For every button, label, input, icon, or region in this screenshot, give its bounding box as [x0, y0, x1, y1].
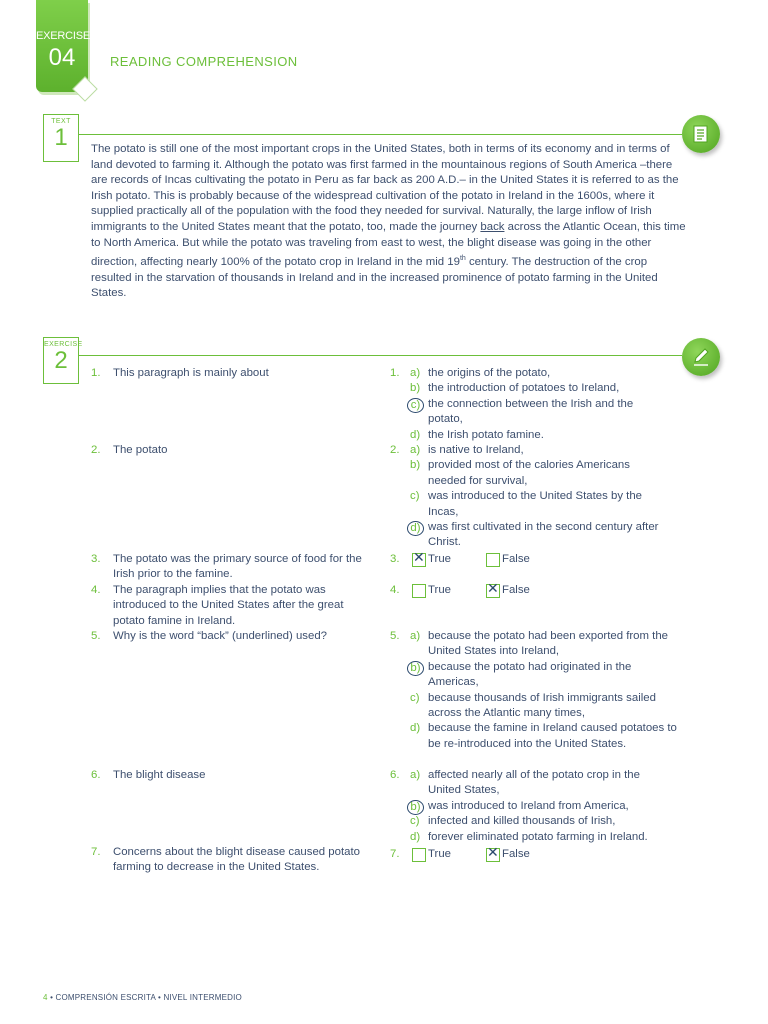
option-letter: c)	[410, 815, 420, 828]
true-label: True	[428, 848, 451, 860]
passage-text-end: century. The destruction of the crop resulted in the starvation of thousands in Ireland and in the increased prominence of potato farming in the United States.	[91, 255, 658, 300]
option-letter: b)	[410, 382, 421, 395]
answer-number: 1.	[390, 367, 400, 379]
option-text: the introduction of potatoes to Ireland,	[428, 382, 620, 395]
question-number: 2.	[91, 444, 101, 456]
option-text: infected and killed thousands of Irish,	[428, 815, 616, 828]
page-number: 4	[43, 993, 48, 1002]
false-option[interactable]	[486, 552, 546, 568]
option-letter: a)	[410, 630, 421, 642]
option-text: forever eliminated potato farming in Ireland.	[428, 830, 648, 843]
option-letter-circled: b)	[407, 661, 424, 676]
text-section-box	[43, 114, 79, 162]
question-text: The potato was the primary source of food for the Irish prior to the famine.	[113, 553, 362, 581]
answer-number: 5.	[390, 630, 400, 642]
true-option[interactable]	[412, 847, 472, 863]
section-divider	[78, 355, 682, 356]
option-text: was first cultivated in the second century after Christ.	[428, 521, 659, 549]
question-text: Why is the word “back” (underlined) used?	[113, 630, 327, 642]
passage-text-start: The potato is still one of the most important crops in the United States, both in terms of its economy and in terms of land devoted to farming it. Although the potato was first farmed in the mountainous regions of South America –there are records of Incas cultivating the potato in Peru as far back as 200 A.D.– in the United States it is referred to as the Irish potato. This is probably because of the widespread cultivation of the potato in Ireland in the 1600s, where it supplied practically all of the population with the food they needed for survival. Naturally, the large inflow of Irish immigrants to the United States meant that the potato, too, made the journey	[91, 143, 679, 233]
answer-number: 7.	[390, 848, 400, 860]
false-checkbox-checked[interactable]	[486, 848, 500, 862]
false-label: False	[502, 584, 530, 596]
option-text: because the potato had been exported from the United States into Ireland,	[428, 630, 669, 658]
question-number: 4.	[91, 584, 101, 596]
false-option[interactable]	[486, 847, 546, 863]
answer-4	[390, 583, 690, 601]
option-text: is native to Ireland,	[428, 444, 524, 456]
option-letter: b)	[410, 459, 421, 472]
question-text: The blight disease	[113, 769, 206, 781]
true-label: True	[428, 553, 451, 565]
option-letter: c)	[410, 691, 420, 704]
page-footer	[43, 993, 242, 1002]
true-option[interactable]	[412, 583, 472, 599]
text-section-label: TEXT	[51, 118, 71, 125]
answer-number: 6.	[390, 769, 400, 781]
false-label: False	[502, 553, 530, 565]
option-letter: a)	[410, 769, 421, 781]
option-letter: d)	[410, 722, 421, 735]
false-checkbox[interactable]	[486, 553, 500, 567]
answer-6	[390, 768, 690, 844]
exercise-tab	[36, 0, 91, 92]
option-letter-circled: d)	[407, 521, 424, 536]
option-letter-circled: b)	[407, 800, 424, 815]
option-text: provided most of the calories Americans needed for survival,	[428, 459, 630, 487]
question-text: The potato	[113, 444, 168, 456]
text-section-number: 1	[54, 124, 68, 151]
answer-number: 3.	[390, 553, 400, 565]
question-number: 1.	[91, 367, 101, 379]
option-text: the origins of the potato,	[428, 367, 551, 379]
exercise-tab-label: EXERCISE	[36, 30, 91, 42]
answer-1	[390, 366, 690, 442]
option-letter-circled: c)	[407, 398, 424, 413]
exercise-section-box	[43, 337, 83, 384]
answer-number: 2.	[390, 444, 400, 456]
answer-5	[390, 629, 690, 769]
option-text: the connection between the Irish and the potato,	[428, 397, 634, 426]
question-number: 7.	[91, 846, 101, 858]
exercise-section-number: 2	[54, 347, 68, 374]
false-checkbox-checked[interactable]	[486, 584, 500, 598]
answer-number: 4.	[390, 584, 400, 596]
true-label: True	[428, 584, 451, 596]
exercise-section-label: EXERCISE	[44, 341, 83, 348]
true-checkbox-checked[interactable]	[412, 553, 426, 567]
underlined-word-back: back	[480, 220, 505, 233]
option-text: because the famine in Ireland caused potatoes to be re-introduced into the United States.	[428, 722, 677, 750]
true-option[interactable]	[412, 552, 472, 568]
option-letter: a)	[410, 367, 421, 379]
reading-passage	[91, 142, 686, 302]
false-label: False	[502, 848, 530, 860]
question-number: 5.	[91, 630, 101, 642]
section-divider	[78, 134, 682, 135]
document-icon	[682, 115, 720, 153]
true-checkbox[interactable]	[412, 584, 426, 598]
option-text: the Irish potato famine.	[428, 428, 544, 441]
page-fold-corner	[72, 76, 97, 101]
answer-7	[390, 847, 690, 865]
option-text: was introduced to the United States by the Incas,	[428, 490, 643, 518]
question-text: This paragraph is mainly about	[113, 367, 269, 379]
answer-3	[390, 552, 690, 570]
answer-2	[390, 443, 690, 551]
true-checkbox[interactable]	[412, 848, 426, 862]
option-letter: a)	[410, 444, 421, 456]
footer-text: • COMPRENSIÓN ESCRITA • NIVEL INTERMEDIO	[47, 993, 242, 1002]
option-text: was introduced to Ireland from America,	[428, 799, 629, 812]
false-option[interactable]	[486, 583, 546, 599]
page-title: READING COMPREHENSION	[110, 54, 298, 69]
question-text: The paragraph implies that the potato was introduced to the United States after the great potato famine in Ireland.	[113, 584, 344, 627]
option-text: affected nearly all of the potato crop in the United States,	[428, 769, 640, 797]
question-text: Concerns about the blight disease caused potato farming to decrease in the United States.	[113, 846, 360, 874]
passage-text-middle: across the Atlantic Ocean, this time to North America. But while the potato was traveling from east to west, the blight disease was going in the other direction, affecting nearly 100% of the potato crop in Ireland in the mid 19	[91, 220, 686, 268]
ordinal-superscript: th	[459, 255, 466, 263]
question-number: 3.	[91, 553, 101, 565]
option-letter: d)	[410, 428, 421, 441]
exercise-tab-number: 04	[48, 44, 76, 71]
option-letter: c)	[410, 490, 420, 503]
question-number: 6.	[91, 769, 101, 781]
option-text: because thousands of Irish immigrants sailed across the Atlantic many times,	[428, 691, 656, 719]
option-letter: d)	[410, 830, 421, 843]
option-text: because the potato had originated in the Americas,	[428, 660, 632, 689]
